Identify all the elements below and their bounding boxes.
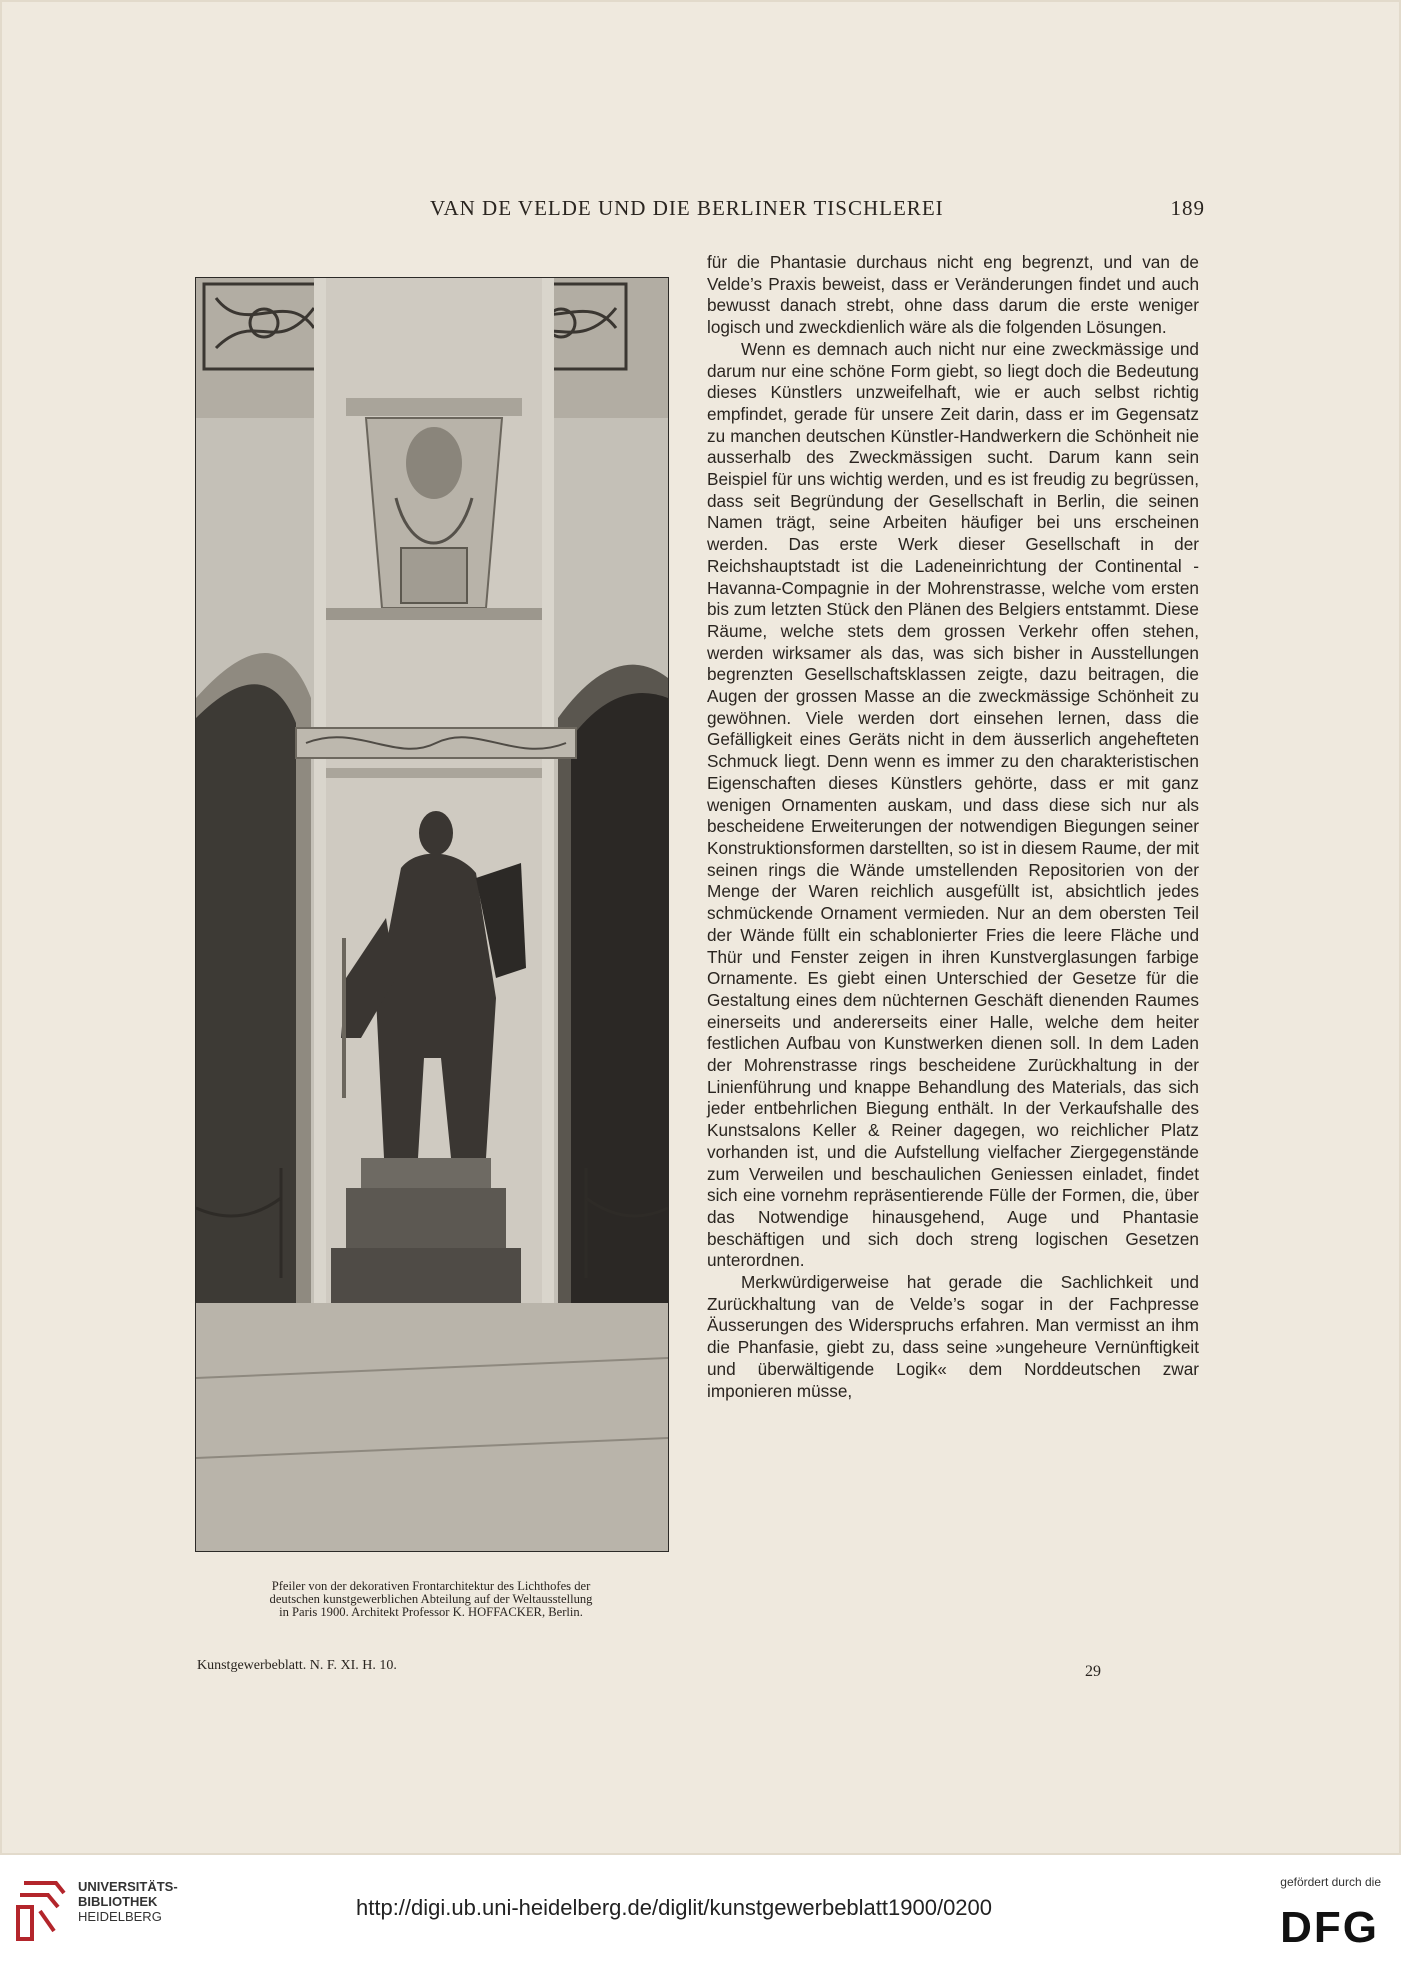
funding-label: gefördert durch die xyxy=(1280,1875,1381,1889)
figure-caption xyxy=(195,1580,667,1619)
library-line: HEIDELBERG xyxy=(78,1909,162,1924)
running-title: VAN DE VELDE UND DIE BERLINER TISCHLEREI xyxy=(430,196,944,220)
pillar-statue-illustration xyxy=(196,278,668,1551)
running-header xyxy=(195,196,1205,226)
caption-line: in Paris 1900. Architekt Professor K. HOFFACKER, Berlin. xyxy=(279,1605,583,1619)
paragraph: für die Phantasie durchaus nicht eng begrenzt, und van de Velde’s Praxis beweist, dass er Veränderungen findet und auch bewusst danach strebt, ohne dass darum die erste weniger logisch und zweckdienlich wäre als die folgenden Lösungen. xyxy=(707,252,1199,338)
sheet-number: 29 xyxy=(1085,1663,1101,1680)
source-url-link[interactable]: http://digi.ub.uni-heidelberg.de/diglit/kunstgewerbeblatt1900/0200 xyxy=(356,1895,993,1920)
page-number: 189 xyxy=(1170,196,1205,220)
caption-line: deutschen kunstgewerblichen Abteilung auf der Weltausstellung xyxy=(269,1592,593,1606)
journal-signature: Kunstgewerbeblatt. N. F. XI. H. 10. xyxy=(197,1658,397,1673)
body-text-column xyxy=(707,252,1199,1402)
figure-photograph xyxy=(195,277,669,1552)
library-line: UNIVERSITÄTS- xyxy=(78,1879,178,1894)
paragraph: Wenn es demnach auch nicht nur eine zweckmässige und darum nur eine schöne Form giebt, so liegt doch die Bedeutung dieses Künstlers unzweifelhaft, wie er auch selbst richtig empfindet, gerade für unsere Zeit darin, dass er im Gegensatz zu manchen deutschen Künstler-Handwerkern die Schönheit nie ausserhalb des Zweckmässigen sucht. Darum kann sein Beispiel für uns wichtig werden, und es ist freudig zu begrüssen, dass seit Begründung der Gesellschaft in Berlin, die seinen Namen trägt, seine Arbeiten häufiger bei uns erscheinen werden. Das erste Werk dieser Gesellschaft in der Reichshauptstadt ist die Ladeneinrichtung der Continental - Havanna-Compagnie in der Mohrenstrasse, welche vom ersten bis zum letzten Stück den Plänen des Belgiers entstammt. Diese Räume, welche stets dem grossen Verkehr offen stehen, werden wirksamer als das, was sich bisher in Ausstellungen begrenzten Gesellschaftsklassen zeigte, dazu beitragen, die Augen der grossen Masse an die zweckmässige Schönheit zu gewöhnen. Viele werden dort einsehen lernen, dass die Gefälligkeit eines Geräts nicht in dem äusserlich angehefteten Schmuck liegt. Denn wenn es immer zu den charakteristischen Eigenschaften dieses Künstlers gehörte, dass er mit ganz wenigen Ornamenten auskam, und dass diese sich nur als bescheidene Erweiterungen der notwendigen Biegungen seiner Konstruktionsformen darstellten, so ist in diesem Raume, der mit seinen rings die Wände umstellenden Repositorien von der Menge der Waren reichlich ausgefüllt ist, absichtlich jedes schmückende Ornament vermieden. Nur an dem obersten Teil der Wände füllt ein schablonierter Fries die leere Fläche und Thür und Fenster zeigen in ihren Kunstverglasungen farbige Ornamente. Es giebt einen Unterschied der Gesetze für die Gestaltung eines dem nüchternen Geschäft dienenden Raumes einerseits und andererseits einer Halle, welche dem heiter festlichen Aufbau von Kunstwerken dienen soll. In dem Laden der Mohrenstrasse rings bescheidene Zurückhaltung in der Linienführung und knappe Behandlung des Materials, das sich jeder entbehrlichen Biegung enthält. In der Verkaufshalle des Kunstsalons Keller & Reiner dagegen, wo reichlicher Platz vorhanden ist, und die Aufstellung vielfacher Ziergegenstände zum Verweilen und beschaulichen Geniessen einladet, findet sich eine vornehm repräsentierende Fülle der Formen, die, über das Notwendige hinausgehend, Auge und Phantasie beschäftigen und sich doch streng logischen Gesetzen unterordnen. xyxy=(707,338,1199,1271)
library-logo-icon xyxy=(12,1875,72,1945)
caption-line: Pfeiler von der dekorativen Frontarchitektur des Lichthofes der xyxy=(271,1579,591,1593)
library-name xyxy=(78,1879,178,1924)
digitization-footer xyxy=(0,1855,1401,1965)
library-line: BIBLIOTHEK xyxy=(78,1894,158,1909)
paragraph: Merkwürdigerweise hat gerade die Sachlichkeit und Zurückhaltung van de Velde’s sogar in der Fachpresse Äusserungen des Widerspruchs erfahren. Man vermisst an ihm die Phanfasie, giebt zu, dass seine »ungeheure Vernünftigkeit und überwältigende Logik« dem Norddeutschen zwar imponieren müsse, xyxy=(707,1272,1199,1401)
dfg-logo: DFG xyxy=(1280,1903,1379,1952)
